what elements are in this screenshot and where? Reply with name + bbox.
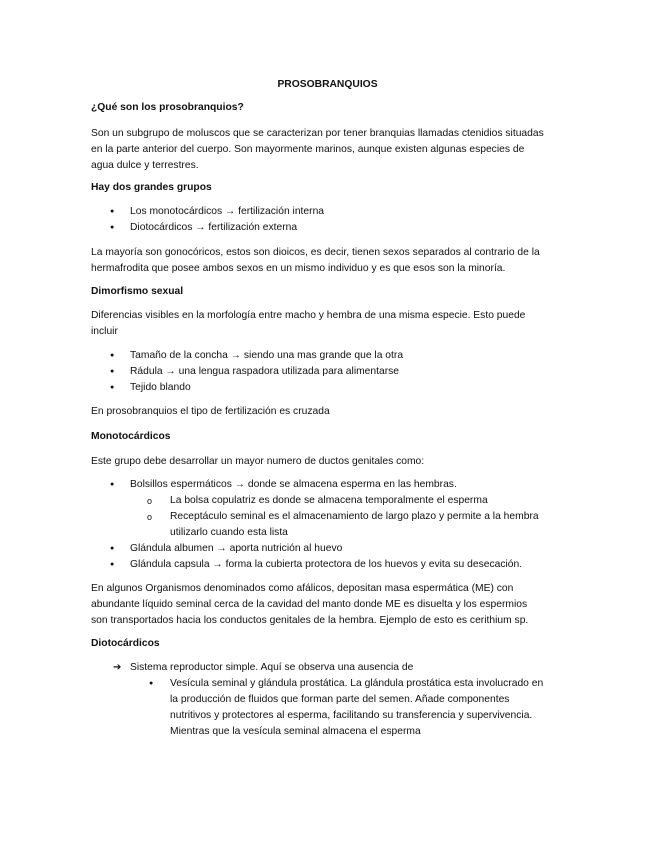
section-diotocardios <box>91 636 571 652</box>
section-monotocardios <box>91 429 571 445</box>
list-item: ● Diotocárdicos → fertilización externa <box>91 220 571 236</box>
list-item: ● Glándula capsula → forma la cubierta protectora de los huevos y evita su desecación. <box>91 557 571 573</box>
text-line: en la parte anterior del cuerpo. Son mayormente marinos, aunque existen algunas especies de <box>91 144 525 155</box>
sub-list-item: o Receptáculo seminal es el almacenamiento de largo plazo y permite a la hembra <box>91 509 571 525</box>
sub-list-item-continued: nutritivos y protectores al esperma, facilitando su transferencia y supervivencia. <box>170 710 533 721</box>
list-item: ● Bolsillos espermáticos → donde se almacena esperma en las hembras. <box>91 477 571 493</box>
text-line: hermafrodita que posee ambos sexos en un mismo individuo y es que esos son la minoría. <box>91 263 506 274</box>
paragraph-what-are <box>91 126 571 174</box>
sub-list-item-continued: la producción de fluidos que forman parte del semen. Añade componentes <box>170 694 510 705</box>
section-groups <box>91 180 571 196</box>
text-line: Este grupo debe desarrollar un mayor numero de ductos genitales como: <box>91 456 425 467</box>
text-line: son transportados hacia los conductos genitales de la hembra. Ejemplo de esto es cerithium sp. <box>91 615 529 626</box>
sub-list-item-continued: Mientras que la vesícula seminal almacena el esperma <box>170 726 421 737</box>
groups-list <box>91 204 571 236</box>
paragraph-dimorphism <box>91 308 571 340</box>
sub-list-item: o La bolsa copulatriz es donde se almacena temporalmente el esperma <box>91 493 571 509</box>
arrow-item-text: Sistema reproductor simple. Aquí se observa una ausencia de <box>130 662 414 673</box>
text-line: En prosobranquios el tipo de fertilización es cruzada <box>91 406 330 417</box>
heading-groups: Hay dos grandes grupos <box>91 182 212 193</box>
dimorphism-list <box>91 348 571 396</box>
sub-list-item: ● Vesícula seminal y glándula prostática. La glándula prostática esta involucrado en <box>91 676 571 692</box>
section-what-are <box>91 100 571 116</box>
list-item: ● Tejido blando <box>91 380 571 396</box>
arrow-right-icon: ➔ <box>113 662 122 673</box>
text-line: Son un subgrupo de moluscos que se caracterizan por tener branquias llamadas ctenidios situadas <box>91 128 544 139</box>
text-line: Diferencias visibles en la morfología entre macho y hembra de una misma especie. Esto puede <box>91 310 526 321</box>
text-line: incluir <box>91 326 118 337</box>
heading-dimorphism: Dimorfismo sexual <box>91 286 184 297</box>
text-line: La mayoría son gonocóricos, estos son dioicos, es decir, tienen sexos separados al contrario de la <box>91 247 540 258</box>
text-line: agua dulce y terrestres. <box>91 160 199 171</box>
sub-list-item-continued: utilizarlo cuando esta lista <box>170 527 288 538</box>
dioto-list <box>91 660 571 740</box>
list-item: ● Rádula → una lengua raspadora utilizada para alimentarse <box>91 364 571 380</box>
paragraph-afalicos <box>91 581 571 629</box>
paragraph-fertilization <box>91 404 571 420</box>
paragraph-gonochoric <box>91 245 571 277</box>
arrow-list-item <box>91 660 571 676</box>
list-item: ● Los monotocárdicos → fertilización interna <box>91 204 571 220</box>
text-line: abundante líquido seminal cerca de la cavidad del manto donde ME es disuelta y los espermios <box>91 599 528 610</box>
paragraph-mono-intro <box>91 454 571 470</box>
list-item: ● Tamaño de la concha → siendo una mas grande que la otra <box>91 348 571 364</box>
heading-monotocardios: Monotocárdicos <box>91 431 171 442</box>
text-line: En algunos Organismos denominados como afálicos, depositan masa espermática (ME) con <box>91 583 514 594</box>
heading-what-are: ¿Qué son los prosobranquios? <box>91 102 244 113</box>
list-item: ● Glándula albumen → aporta nutrición al huevo <box>91 541 571 557</box>
mono-list <box>91 477 571 573</box>
section-dimorphism <box>91 284 571 300</box>
document-title: PROSOBRANQUIOS <box>277 79 378 90</box>
heading-diotocardios: Diotocárdicos <box>91 638 160 649</box>
